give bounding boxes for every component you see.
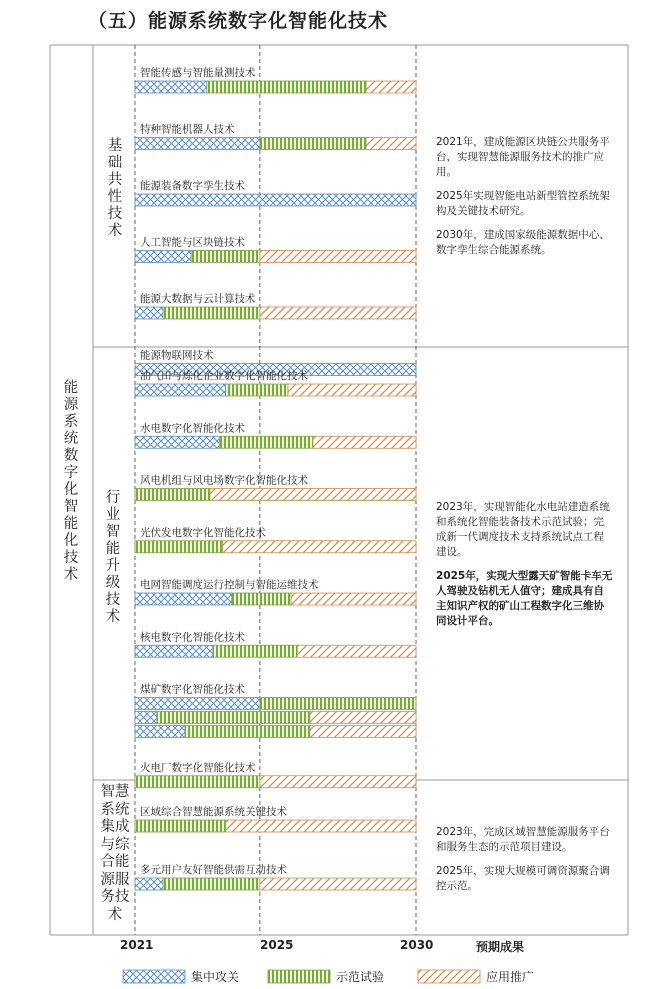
- outcome-2-1: 2023年，实现智能化水电站建造系统和系统化智能装备技术示范试验；完成新一代调度技术支持系统试点工程建设。: [436, 501, 610, 558]
- legend-label-concentrated: 集中攻关: [191, 970, 240, 984]
- bar-2-6-1-concentrated: [135, 645, 213, 657]
- group-label-3: 智慧系统集成与综合能源服务技术: [100, 784, 130, 923]
- outcomes-header: 预期成果: [476, 940, 525, 954]
- bar-2-5-1-application: [291, 593, 416, 605]
- item-label-1-3: 能源装备数字孪生技术: [140, 180, 245, 192]
- bar-2-7-1-demonstration: [260, 698, 416, 710]
- bar-1-2-1-demonstration: [260, 138, 366, 150]
- bar-2-8-1-demonstration: [135, 776, 260, 788]
- bar-2-1-1-demonstration: [226, 384, 288, 396]
- bar-3-2-1-application: [260, 878, 416, 890]
- bar-2-7-3-concentrated: [135, 726, 185, 738]
- bar-2-7-1-concentrated: [135, 698, 260, 710]
- group-label-1: 基础共性技术: [107, 138, 123, 239]
- item-label-2-5: 电网智能调度运行控制与智能运维技术: [140, 579, 319, 591]
- bar-2-1-1-application: [288, 384, 416, 396]
- bar-2-7-2-demonstration: [157, 712, 310, 724]
- bar-2-3-1-application: [210, 489, 416, 501]
- group-label-2: 行业智能升级技术: [105, 490, 121, 625]
- bar-1-5-1-concentrated: [135, 307, 163, 319]
- legend-swatch-application: [418, 970, 480, 983]
- x-tick-2025: 2025: [260, 938, 294, 952]
- bar-2-6-1-demonstration: [213, 645, 297, 657]
- bar-2-7-3-demonstration: [185, 726, 310, 738]
- item-label-1-6: 能源物联网技术: [140, 349, 214, 362]
- outcome-3-1: 2023年，完成区域智慧能源服务平台和服务生态的示范项目建设。: [436, 826, 610, 853]
- legend-label-demonstration: 示范试验: [336, 970, 385, 984]
- bar-2-8-1-application: [260, 776, 416, 788]
- item-label-2-8: 火电厂数字化智能化技术: [140, 761, 256, 774]
- page-title: （五）能源系统数字化智能化技术: [88, 10, 389, 32]
- outcome-1-1: 2021年，建成能源区块链公共服务平台，实现智慧能源服务技术的推广应用。: [436, 136, 610, 178]
- item-label-3-1: 区域综合智慧能源系统关键技术: [140, 806, 287, 818]
- bar-3-1-1-application: [226, 820, 416, 832]
- legend-label-application: 应用推广: [486, 970, 535, 984]
- bar-1-4-1-concentrated: [135, 251, 191, 263]
- bar-2-1-1-concentrated: [135, 384, 226, 396]
- item-label-2-6: 核电数字化智能化技术: [140, 631, 245, 644]
- bar-2-2-1-demonstration: [219, 436, 313, 448]
- bar-3-2-1-concentrated: [135, 878, 163, 890]
- bar-1-4-1-demonstration: [191, 251, 260, 263]
- item-label-2-4: 光伏发电数字化智能化技术: [140, 526, 266, 539]
- item-label-2-1: 油气田与炼化企业数字化智能化技术: [140, 370, 308, 382]
- bar-3-2-1-demonstration: [163, 878, 260, 890]
- outcomes-group-2: [436, 500, 614, 638]
- bar-2-6-1-application: [297, 645, 416, 657]
- item-label-1-1: 智能传感与智能量测技术: [140, 67, 256, 79]
- legend-swatch-demonstration: [268, 970, 330, 983]
- bar-2-5-1-concentrated: [135, 593, 232, 605]
- bar-1-1-1-demonstration: [207, 81, 366, 93]
- item-label-2-7: 煤矿数字化智能化技术: [140, 683, 245, 696]
- bar-2-4-1-application: [222, 541, 416, 553]
- item-label-2-2: 水电数字化智能化技术: [140, 422, 245, 435]
- item-label-3-2: 多元用户友好智能供需互动技术: [140, 864, 287, 876]
- main-category-label: 能源系统数字化智能化技术: [63, 380, 79, 583]
- legend-swatch-concentrated: [123, 970, 185, 983]
- bar-1-1-1-concentrated: [135, 81, 207, 93]
- bar-1-5-1-demonstration: [163, 307, 260, 319]
- bar-1-3-1-concentrated: [135, 194, 416, 206]
- bar-2-4-1-demonstration: [135, 541, 222, 553]
- x-tick-2021: 2021: [120, 938, 154, 952]
- outcome-2-2: 2025年，实现大型露天矿智能卡车无人驾驶及钻机无人值守；建成具有自主知识产权的矿山工程数字化三维协同设计平台。: [436, 570, 613, 627]
- outcomes-group-3: [436, 825, 616, 903]
- item-label-1-5: 能源大数据与云计算技术: [140, 293, 256, 305]
- bar-1-1-1-application: [366, 81, 416, 93]
- bar-1-2-1-concentrated: [135, 138, 260, 150]
- bar-2-5-1-demonstration: [232, 593, 291, 605]
- bar-2-2-1-application: [313, 436, 416, 448]
- bar-2-7-2-concentrated: [135, 712, 157, 724]
- item-label-1-4: 人工智能与区块链技术: [140, 236, 245, 249]
- outcome-3-2: 2025年，实现大规模可调资源聚合调控示范。: [436, 865, 610, 892]
- bar-2-3-1-demonstration: [135, 489, 210, 501]
- outcome-1-3: 2030年，建成国家级能源数据中心、数字孪生综合能源系统。: [436, 229, 610, 256]
- legend: [0, 967, 662, 987]
- item-label-1-2: 特种智能机器人技术: [140, 123, 235, 136]
- bar-2-7-3-application: [310, 726, 416, 738]
- item-label-2-3: 风电机组与风电场数字化智能化技术: [140, 474, 308, 487]
- outcome-1-2: 2025年实现智能电站新型管控系统架构及关键技术研究。: [436, 190, 610, 217]
- bar-1-2-1-application: [366, 138, 416, 150]
- bar-1-4-1-application: [260, 251, 416, 263]
- bar-1-5-1-application: [260, 307, 416, 319]
- outcomes-group-1: [436, 135, 612, 267]
- x-tick-2030: 2030: [400, 938, 434, 952]
- bar-3-1-1-demonstration: [135, 820, 226, 832]
- bar-2-2-1-concentrated: [135, 436, 219, 448]
- bar-2-7-2-application: [310, 712, 416, 724]
